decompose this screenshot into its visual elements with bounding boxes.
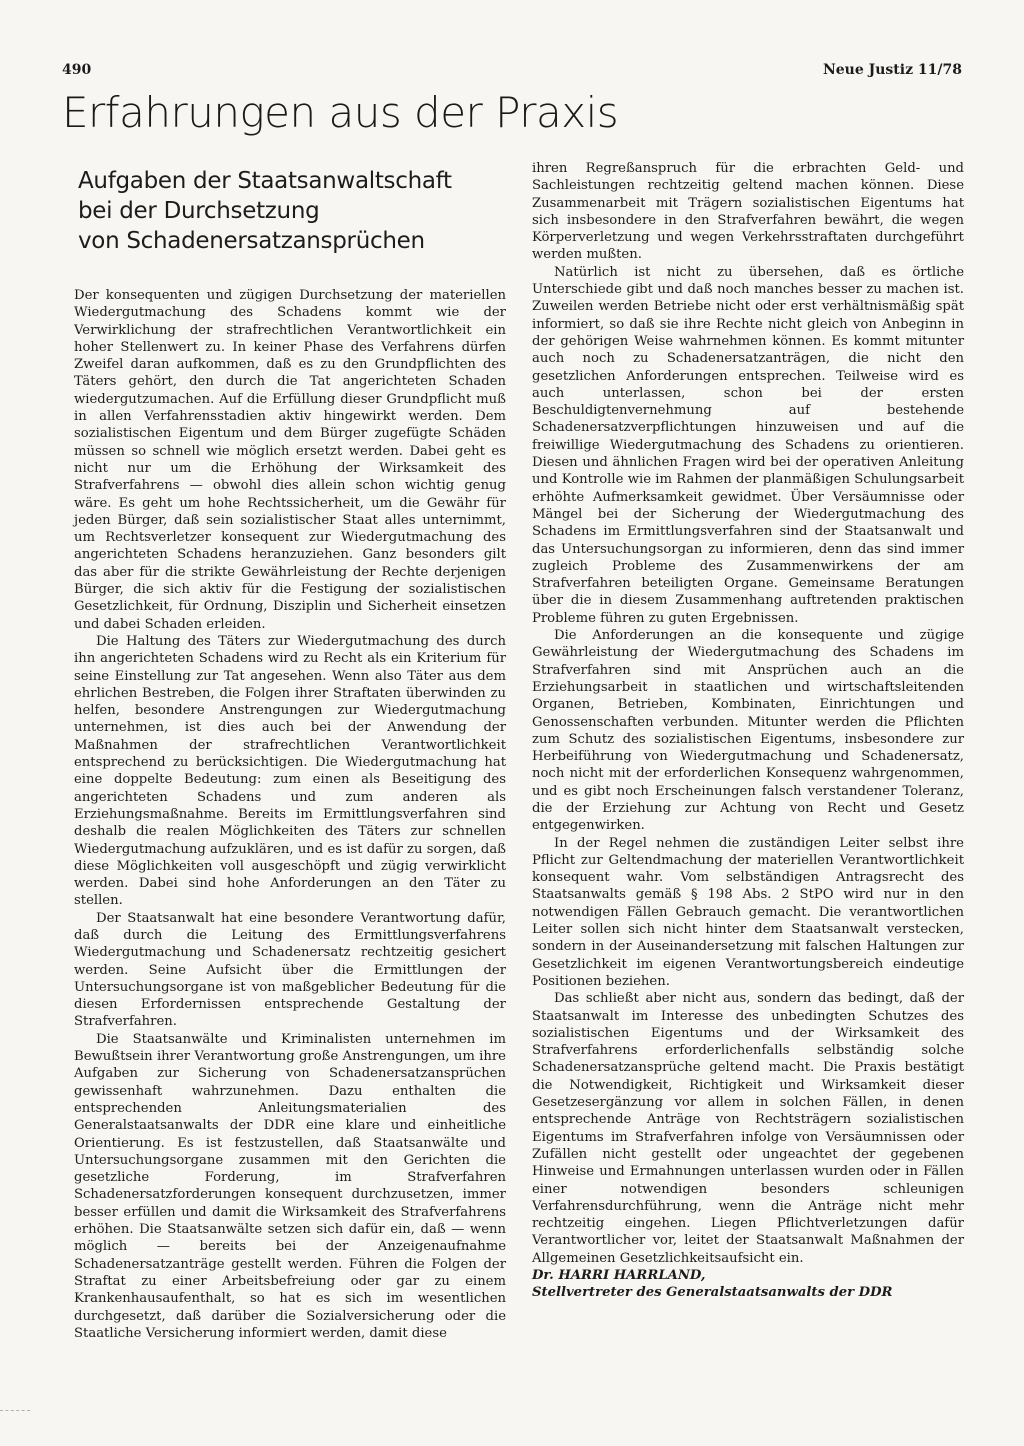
paragraph: Die Staatsanwälte und Kriminalisten unternehmen im Bewußtsein ihrer Verantwortung große Anstrengungen, um ihre Aufgaben zur Sicherung von Schadenersatzansprüchen gewissenhaft wahrzunehmen. Dazu enthalten die entsprechenden Anleitungsmaterialien des Generalstaatsanwalts der DDR eine klare und einheitliche Orientierung. Es ist festzustellen, daß Staatsanwälte und Untersuchungsorgane zusammen mit den Gerichten die gesetzliche Forderung, im Strafverfahren Schadenersatzforderungen konsequent durchzusetzen, immer besser erfüllen und damit die Wirksamkeit des Strafverfahrens erhöhen. Die Staatsanwälte setzen sich dafür ein, daß — wenn möglich — bereits bei der Anzeigenaufnahme Schadenersatzanträge gestellt werden. Führen die Folgen der Straftat zu einer Arbeitsbefreiung oder gar zu einem Krankenhausaufenthalt, so hat es sich im wesentlichen durchgesetzt, daß darüber die Sozialversicherung oder die Staatliche Versicherung informiert werden, damit diese (74, 1031, 506, 1341)
article-title-line: Aufgaben der Staatsanwaltschaft (78, 168, 452, 194)
paragraph: Der Staatsanwalt hat eine besondere Verantwortung dafür, daß durch die Leitung des Ermittlungsverfahrens Wiedergutmachung und Schadenersatz rechtzeitig gesichert werden. Seine Aufsicht über die Ermittlungen der Untersuchungsorgane ist von maßgeblicher Bedeutung für die diesen Erfordernissen entsprechende Gestaltung der Strafverfahren. (74, 910, 506, 1030)
page-header (62, 62, 962, 84)
paragraph: Die Haltung des Täters zur Wiedergutmachung des durch ihn angerichteten Schadens wird zu Recht als ein Kriterium für seine Einstellung zur Tat angesehen. Wenn also Täter aus dem ehrlichen Bestreben, die Folgen ihrer Straftaten überwinden zu helfen, besondere Anstrengungen zur Wiedergutmachung unternehmen, ist dies auch bei der Anwendung der Maßnahmen der strafrechtlichen Verantwortlichkeit entsprechend zu berücksichtigen. Die Wiedergutmachung hat eine doppelte Bedeutung: zum einen als Beseitigung des angerichteten Schadens und zum anderen als Erziehungsmaßnahme. Bereits im Ermittlungsverfahren sind deshalb die realen Möglichkeiten des Täters zur schnellen Wiedergutmachung aufzuklären, und es ist dafür zu sorgen, daß diese Möglichkeiten voll ausgeschöpft und zügig verwirklicht werden. Dabei sind hohe Anforderungen an den Täter zu stellen. (74, 633, 506, 909)
paragraph: ihren Regreßanspruch für die erbrachten Geld- und Sachleistungen rechtzeitig geltend machen können. Diese Zusammenarbeit mit Trägern sozialistischen Eigentums hat sich insbesondere in den Strafverfahren bewährt, die wegen Körperverletzung und wegen Verkehrsstraftaten durchgeführt werden mußten. (532, 161, 964, 263)
author-name: Dr. HARRI HARRLAND, (532, 1268, 706, 1283)
page-number: 490 (62, 62, 92, 78)
scan-edge-mark (0, 1410, 30, 1412)
author-signature (532, 1267, 964, 1302)
article-title-line: bei der Durchsetzung (78, 198, 320, 224)
article-title-line: von Schadenersatzansprüchen (78, 228, 425, 254)
left-column (74, 287, 506, 1342)
right-column (532, 160, 964, 1302)
paragraph: Das schließt aber nicht aus, sondern das bedingt, daß der Staatsanwalt im Interesse des unbedingten Schutzes des sozialistischen Eigentums und der Wirksamkeit des Strafverfahrens erforderlichenfalls selbständig solche Schadenersatzansprüche geltend macht. Die Praxis bestätigt die Notwendigkeit, Richtigkeit und Wirksamkeit dieser Gesetzesergänzung vor allem in solchen Fällen, in denen entsprechende Anträge von Rechtsträgern sozialistischen Eigentums im Strafverfahren infolge von Versäumnissen oder Zufällen nicht gestellt oder ungeachtet der gegebenen Hinweise und Ermahnungen unterlassen wurden oder in Fällen einer notwendigen besonders schleunigen Verfahrensdurchführung, wenn die Anträge nicht mehr rechtzeitig eingehen. Liegen Pflichtverletzungen dafür Verantwortlicher vor, leitet der Staatsanwalt Maßnahmen der Allgemeinen Gesetzlichkeitsaufsicht ein. (532, 991, 964, 1266)
paragraph: Natürlich ist nicht zu übersehen, daß es örtliche Unterschiede gibt und daß noch manches besser zu machen ist. Zuweilen werden Betriebe nicht oder erst verhältnismäßig spät informiert, so daß sie ihre Rechte nicht gleich von Anbeginn in der gehörigen Weise wahrnehmen können. Es kommt mitunter auch noch zu Schadenersatzanträgen, die nicht den gesetzlichen Anforderungen entsprechen. Teilweise wird es auch unterlassen, schon bei der ersten Beschuldigtenvernehmung auf bestehende Schadenersatzverpflichtungen hinzuweisen und auf die freiwillige Wiedergutmachung des Schadens zu orientieren. Diesen und ähnlichen Fragen wird bei der operativen Anleitung und Kontrolle wie im Rahmen der planmäßigen Schulungsarbeit erhöhte Aufmerksamkeit gewidmet. Über Versäumnisse oder Mängel bei der Sicherung der Wiedergutmachung des Schadens im Ermittlungsverfahren sind der Staatsanwalt und das Untersuchungsorgan zu informieren, denn das sind immer zugleich Probleme des Zusammenwirkens der am Strafverfahren beteiligten Organe. Gemeinsame Beratungen über die in diesem Zusammenhang auftretenden praktischen Probleme führen zu guten Ergebnissen. (532, 264, 964, 626)
section-heading: Erfahrungen aus der Praxis (62, 88, 619, 137)
author-role: Stellvertreter des Generalstaatsanwalts der DDR (532, 1285, 893, 1301)
paragraph: In der Regel nehmen die zuständigen Leiter selbst ihre Pflicht zur Geltendmachung der materiellen Verantwortlichkeit konsequent wahr. Vom selbständigen Antragsrecht des Staatsanwalts gemäß § 198 Abs. 2 StPO wird nur in den notwendigen Fällen Gebrauch gemacht. Die verantwortlichen Leiter sollen sich nicht hinter dem Staatsanwalt verstecken, sondern in der Auseinandersetzung mit falschen Haltungen zur Gesetzlichkeit im eigenen Verantwortungsbereich eindeutige Positionen beziehen. (532, 835, 964, 989)
paragraph: Die Anforderungen an die konsequente und zügige Gewährleistung der Wiedergutmachung des Schadens im Strafverfahren sind mit Ansprüchen auch an die Erziehungsarbeit in staatlichen und wirtschaftsleitenden Organen, Betrieben, Kombinaten, Einrichtungen und Genossenschaften verbunden. Mitunter werden die Pflichten zum Schutz des sozialistischen Eigentums, insbesondere zur Herbeiführung von Wiedergutmachung und Schadenersatz, noch nicht mit der erforderlichen Konsequenz wahrgenommen, und es gibt noch Erscheinungen falsch verstandener Toleranz, die der Erziehung zur Achtung von Recht und Gesetz entgegenwirken. (532, 628, 964, 834)
paragraph: Der konsequenten und zügigen Durchsetzung der materiellen Wiedergutmachung des Schadens kommt wie der Verwirklichung der strafrechtlichen Verantwortlichkeit ein hoher Stellenwert zu. In keiner Phase des Verfahrens dürfen Zweifel daran aufkommen, daß es zu den Grundpflichten des Täters gehört, den durch die Tat angerichteten Schaden wiedergutzumachen. Auf die Erfüllung dieser Grundpflicht muß in allen Verfahrensstadien aktiv hingewirkt werden. Dem sozialistischen Eigentum und dem Bürger zugefügte Schäden müssen so schnell wie möglich ersetzt werden. Dabei geht es nicht nur um die Erhöhung der Wirksamkeit des Strafverfahrens — obwohl dies allein schon wichtig genug wäre. Es geht um hohe Rechtssicherheit, um die Gewähr für jeden Bürger, daß sein sozialistischer Staat alles unternimmt, um Rechtsverletzer konsequent zur Wiedergutmachung des angerichteten Schadens heranzuziehen. Ganz besonders gilt das aber für die strikte Gewährleistung der Rechte derjenigen Bürger, die sich aktiv für die Festigung der sozialistischen Gesetzlichkeit, für Ordnung, Disziplin und Sicherheit einsetzen und dabei Schaden erleiden. (74, 288, 506, 632)
journal-issue: Neue Justiz 11/78 (822, 62, 962, 78)
article-title (78, 166, 478, 256)
